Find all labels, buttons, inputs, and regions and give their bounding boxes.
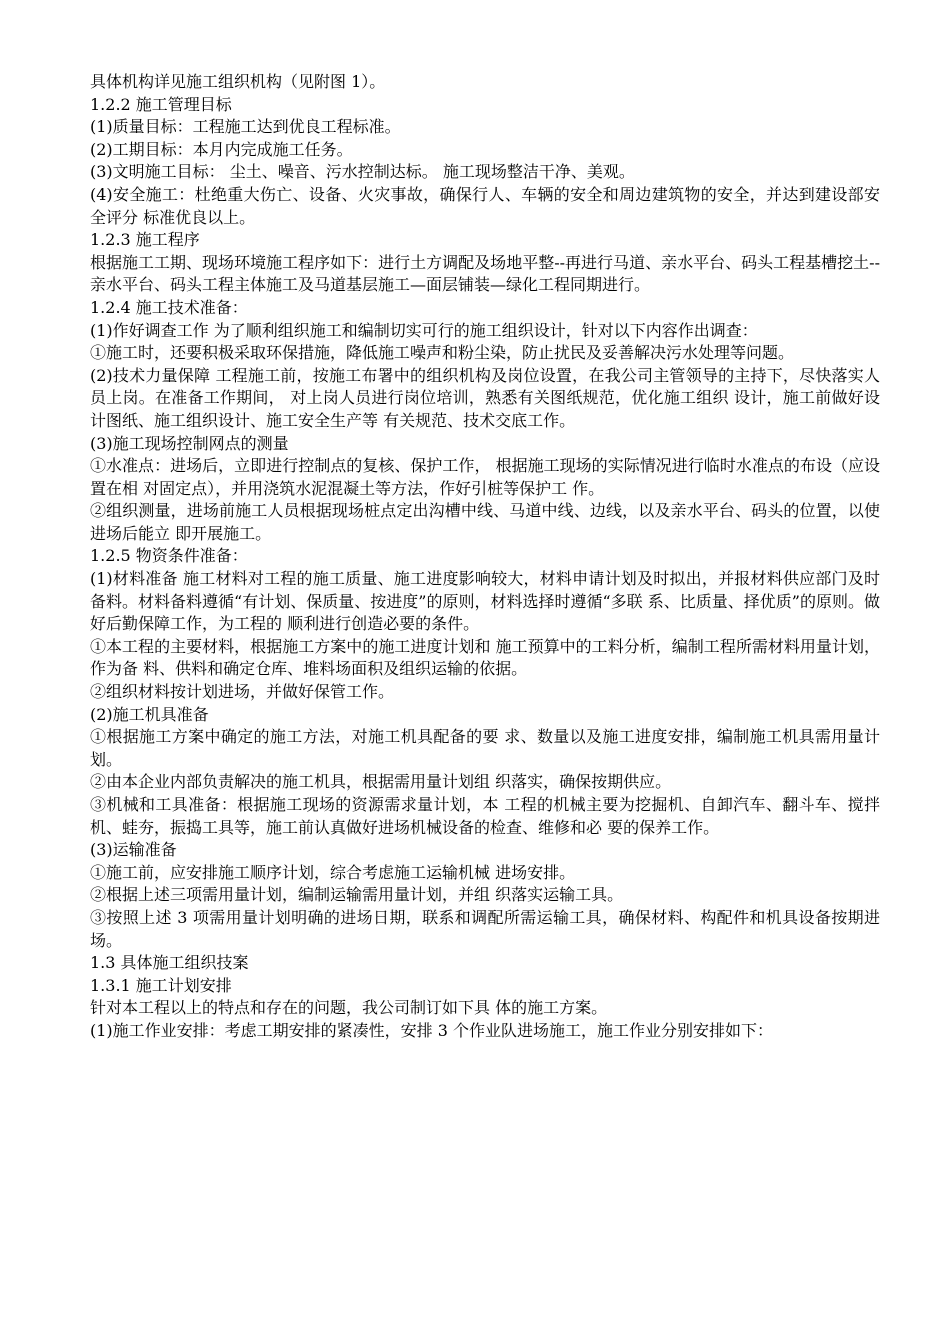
section-heading-1-2-2: 1.2.2 施工管理目标 [90,94,232,114]
paragraph-environmental-measures: ①施工时，还要积极采取环保措施，降低施工噪声和粉尘染，防止扰民及妥善解决污水处理等问题。 [90,343,795,363]
paragraph-technical-staffing: (2)技术力量保障 工程施工前，按施工布署中的组织机构及岗位设置，在我公司主管领导的主持下，尽快落实人员上岗。在准备工作期间， 对上岗人员进行岗位培训，熟悉有关图纸规范，优化施工组织 设计，施工前做好设计图纸、施工组织设计、施工安全生产等 有关规范、技术交底工作。 [90,365,880,430]
paragraph-transport-heading: (3)运输准备 [90,840,177,860]
paragraph-material-storage: ②组织材料按计划进场，并做好保管工作。 [90,682,395,702]
paragraph-safety-target: (4)安全施工：杜绝重大伤亡、设备、火灾事故，确保行人、车辆的安全和周边建筑物的安全，并达到建设部安全评分 标准优良以上。 [90,184,880,227]
section-heading-1-3-1: 1.3.1 施工计划安排 [90,975,232,995]
paragraph-investigation: (1)作好调查工作 为了顺利组织施工和编制切实可行的施工组织设计，针对以下内容作出调查： [90,320,758,340]
paragraph-benchmark-points: ①水准点：进场后，立即进行控制点的复核、保护工作， 根据施工现场的实际情况进行临时水准点的布设（应设置在相 对固定点），并用浇筑水泥混凝土等方法，作好引桩等保护工 作。 [90,456,880,498]
paragraph-survey-control-heading: (3)施工现场控制网点的测量 [90,433,289,453]
section-heading-1-2-3: 1.2.3 施工程序 [90,230,200,250]
paragraph-machinery-preparation: ③机械和工具准备：根据施工现场的资源需求量计划，本 工程的机械主要为挖掘机、自卸汽车、翻斗车、搅拌机、蛙夯，振捣工具等，施工前认真做好进场机械设备的检查、维修和必 要的保养工作。 [90,795,880,837]
document-page [90,71,880,1043]
paragraph-work-arrangement: (1)施工作业安排：考虑工期安排的紧凑性，安排 3 个作业队进场施工，施工作业分别安排如下： [90,1020,774,1040]
paragraph-quality-target: (1)质量目标：工程施工达到优良工程标准。 [90,117,401,137]
section-heading-1-3: 1.3 具体施工组织技案 [90,953,249,973]
paragraph-material-preparation: (1)材料准备 施工材料对工程的施工质量、施工进度影响较大，材料申请计划及时拟出，并报材料供应部门及时备料。材料备料遵循“有计划、保质量、按进度”的原则，材料选择时遵循“多联 系、比质量、择优质”的原则。做好后勤保障工作，为工程的 顺利进行创造必要的条件。 [90,569,880,634]
paragraph-transport-dispatch: ③按照上述 3 项需用量计划明确的进场日期，联系和调配所需运输工具，确保材料、构配件和机具设备按期进场。 [90,907,880,950]
paragraph-material-plan: ①本工程的主要材料，根据施工方案中的施工进度计划和 施工预算中的工料分析，编制工程所需材料用量计划，作为备 料、供料和确定仓库、堆料场面积及组织运输的依据。 [90,636,880,679]
paragraph-equipment-plan: ①根据施工方案中确定的施工方法，对施工机具配备的要 求、数量以及施工进度安排，编制施工机具需用量计划。 [90,727,880,769]
section-heading-1-2-4: 1.2.4 施工技术准备： [90,297,248,317]
paragraph-civilized-construction-target: (3)文明施工目标： 尘土、噪音、污水控制达标。 施工现场整洁干净、美观。 [90,162,635,182]
paragraph-transport-sequence: ①施工前，应安排施工顺序计划，综合考虑施工运输机械 进场安排。 [90,862,576,882]
paragraph-plan-intro: 针对本工程以上的特点和存在的问题，我公司制订如下具 体的施工方案。 [90,998,608,1018]
paragraph-equipment-supply: ②由本企业内部负责解决的施工机具，根据需用量计划组 织落实，确保按期供应。 [90,772,672,792]
paragraph-survey-organization: ②组织测量，进场前施工人员根据现场桩点定出沟槽中线、马道中线、边线，以及亲水平台、码头的位置，以使进场后能立 即开展施工。 [90,501,880,543]
paragraph-equipment-heading: (2)施工机具准备 [90,704,209,724]
paragraph-organization-note: 具体机构详见施工组织机构（见附图 1）。 [90,72,386,91]
paragraph-transport-plan: ②根据上述三项需用量计划，编制运输需用量计划，并组 织落实运输工具。 [90,885,624,905]
paragraph-construction-procedure: 根据施工工期、现场环境施工程序如下：进行土方调配及场地平整--再进行马道、亲水平台、码头工程基槽挖土--亲水平台、码头工程主体施工及马道基层施工—面层铺装—绿化工程同期进行。 [90,252,880,295]
paragraph-schedule-target: (2)工期目标：本月内完成施工任务。 [90,139,353,159]
section-heading-1-2-5: 1.2.5 物资条件准备： [90,546,248,566]
